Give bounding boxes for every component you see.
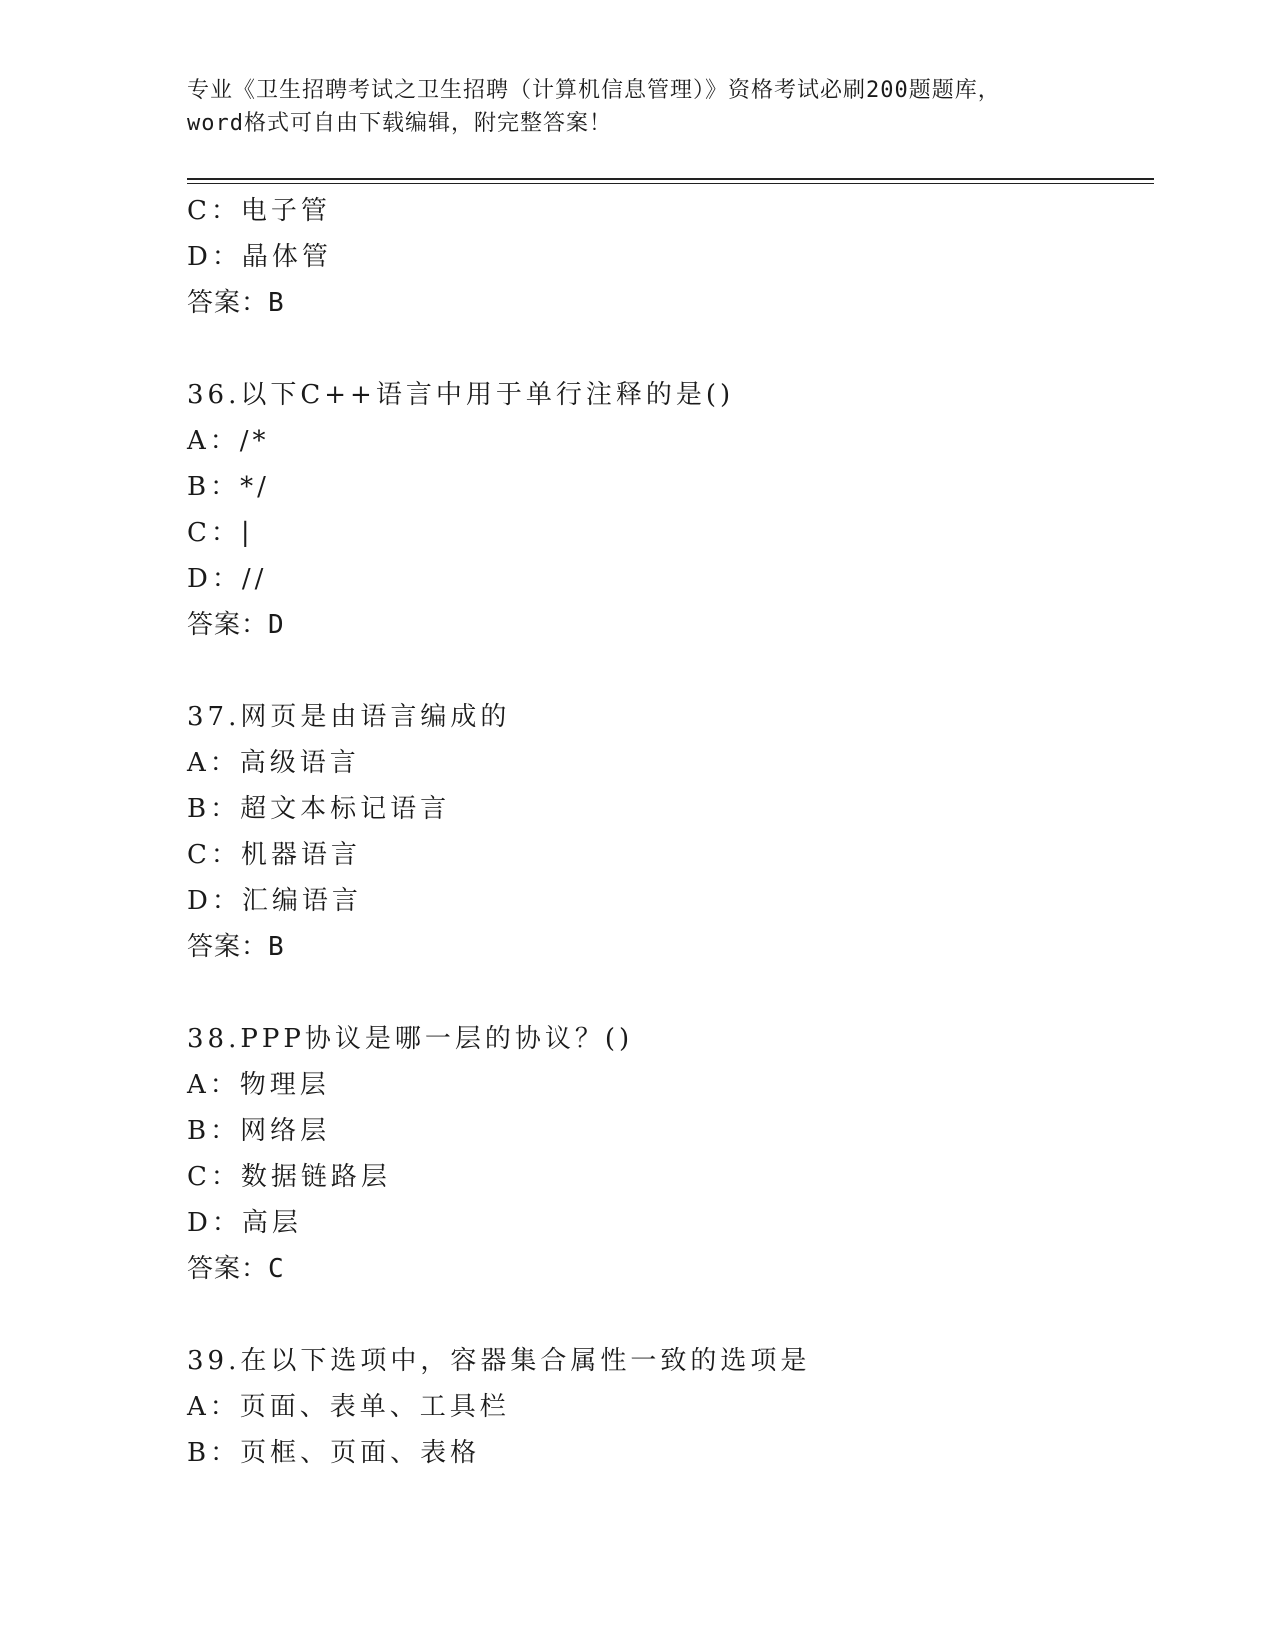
question-text: 37.网页是由语言编成的 xyxy=(187,702,511,732)
option-b: B：网络层 xyxy=(187,1116,331,1146)
option-c: C：电子管 xyxy=(187,196,331,226)
answer-label: 答案：C xyxy=(187,1254,285,1284)
option-d: D：// xyxy=(187,564,268,594)
option-c: C：| xyxy=(187,518,254,548)
question-text: 38.PPP协议是哪一层的协议？() xyxy=(187,1024,634,1054)
header-divider-thick xyxy=(187,178,1154,180)
question-35-continued xyxy=(187,188,1147,326)
question-37 xyxy=(187,694,1147,970)
option-b: B：*/ xyxy=(187,472,270,502)
option-d: D：高层 xyxy=(187,1208,302,1238)
header-divider-thin xyxy=(187,183,1154,184)
option-c: C：机器语言 xyxy=(187,840,361,870)
option-a: A：页面、表单、工具栏 xyxy=(187,1392,510,1422)
option-d: D：晶体管 xyxy=(187,242,332,272)
answer-label: 答案：B xyxy=(187,288,285,318)
option-a: A：/* xyxy=(187,426,270,456)
option-a: A：高级语言 xyxy=(187,748,360,778)
question-36 xyxy=(187,372,1147,648)
header-title-line-1: 专业《卫生招聘考试之卫生招聘（计算机信息管理）》资格考试必刷200题题库， xyxy=(187,78,1001,103)
answer-label: 答案：D xyxy=(187,610,285,640)
question-text: 39.在以下选项中，容器集合属性一致的选项是 xyxy=(187,1346,811,1376)
header-title-line-2: word格式可自由下载编辑，附完整答案！ xyxy=(187,111,612,136)
spacer xyxy=(187,326,1147,372)
option-d: D：汇编语言 xyxy=(187,886,362,916)
spacer xyxy=(187,970,1147,1016)
option-b: B：超文本标记语言 xyxy=(187,794,451,824)
option-b: B：页框、页面、表格 xyxy=(187,1438,481,1468)
question-38 xyxy=(187,1016,1147,1292)
spacer xyxy=(187,1292,1147,1338)
spacer xyxy=(187,648,1147,694)
question-39 xyxy=(187,1338,1147,1476)
option-c: C：数据链路层 xyxy=(187,1162,391,1192)
document-header xyxy=(187,74,1147,140)
question-text: 36.以下C++语言中用于单行注释的是() xyxy=(187,380,735,410)
answer-label: 答案：B xyxy=(187,932,285,962)
question-list xyxy=(187,188,1147,1476)
option-a: A：物理层 xyxy=(187,1070,330,1100)
